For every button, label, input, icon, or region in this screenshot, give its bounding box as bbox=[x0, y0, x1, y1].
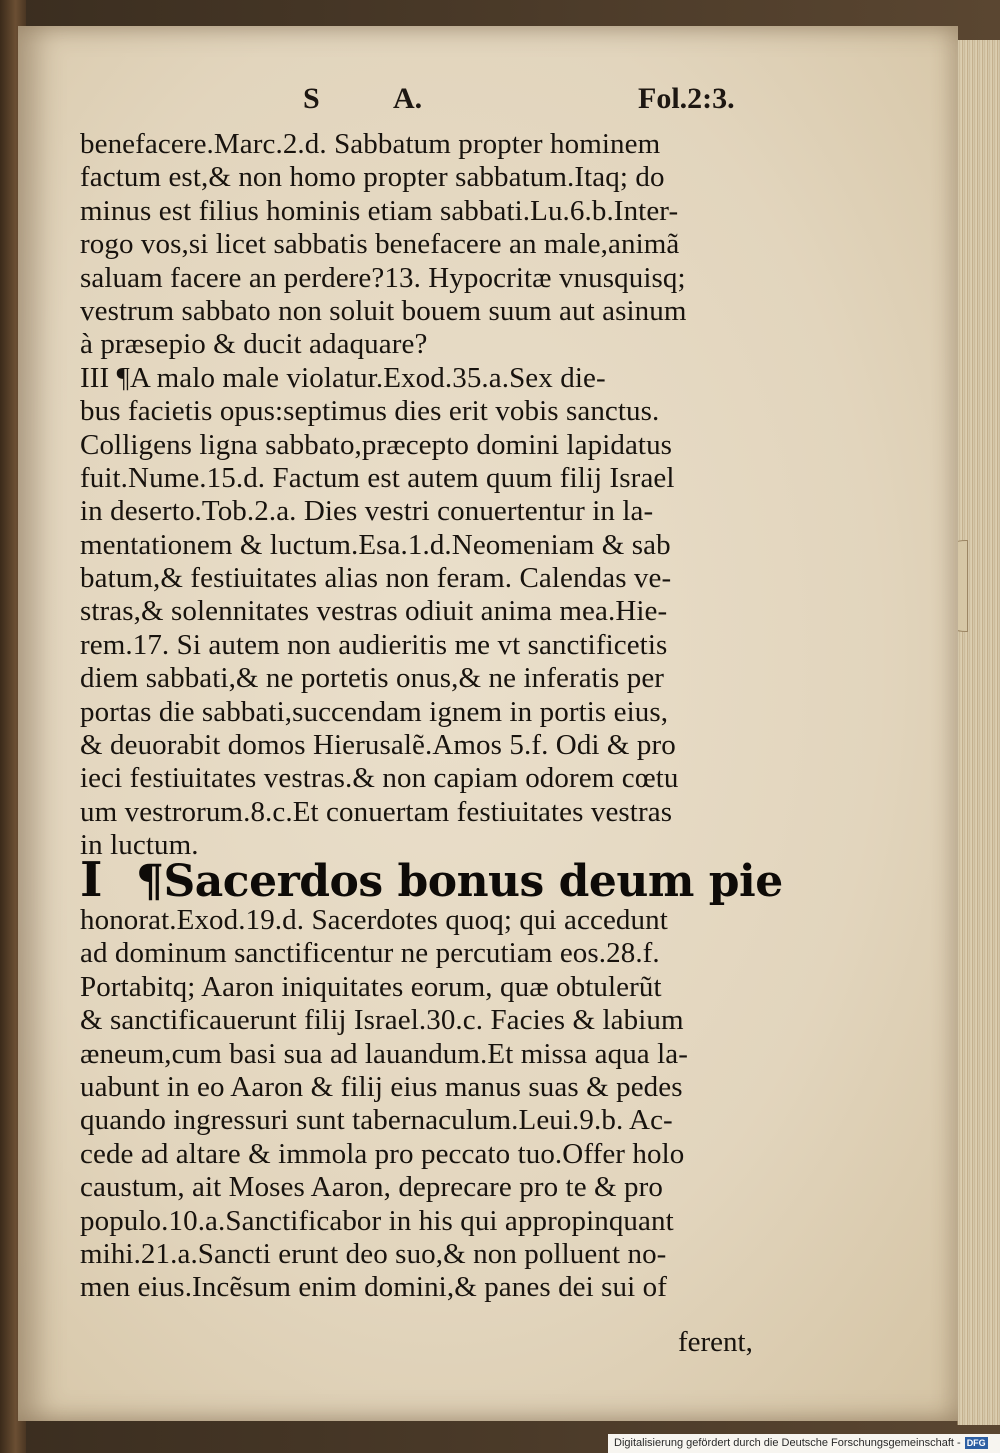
text-line: & sanctificauerunt filij Israel.30.c. Facies & labium bbox=[80, 1004, 684, 1037]
text-line: uabunt in eo Aaron & filij eius manus suas & pedes bbox=[80, 1070, 683, 1103]
text-line: portas die sabbati,succendam ignem in portis eius, bbox=[80, 695, 669, 728]
text-line: saluam facere an perdere?13. Hypocritæ vnusquisq; bbox=[80, 261, 686, 294]
section-title: ¶Sacerdos bonus deum pie bbox=[136, 856, 783, 907]
digitization-credit bbox=[608, 1434, 1000, 1453]
text-line: rem.17. Si autem non audieritis me vt sanctificetis bbox=[80, 628, 668, 661]
text-line: in luctum. bbox=[80, 829, 199, 862]
text-line: quando ingressuri sunt tabernaculum.Leui.9.b. Ac- bbox=[80, 1104, 673, 1137]
text-line: men eius.Incẽsum enim domini,& panes dei sui of bbox=[80, 1271, 668, 1304]
text-line: mihi.21.a.Sancti erunt deo suo,& non polluent no- bbox=[80, 1237, 667, 1270]
text-line: in deserto.Tob.2.a. Dies vestri conuertentur in la- bbox=[80, 495, 654, 528]
text-line: ieci festiuitates vestras.& non capiam odorem cœtu bbox=[80, 762, 679, 795]
text-line: factum est,& non homo propter sabbatum.Itaq; do bbox=[80, 161, 665, 194]
text-line: rogo vos,si licet sabbatis benefacere an male,animã bbox=[80, 228, 680, 261]
text-line: & deuorabit domos Hierusalẽ.Amos 5.f. Odi & pro bbox=[80, 729, 676, 762]
text-line: à præsepio & ducit adaquare? bbox=[80, 328, 428, 361]
text-line: ad dominum sanctificentur ne percutiam eos.28.f. bbox=[80, 937, 660, 970]
text-block-1 bbox=[80, 128, 805, 863]
text-line: minus est filius hominis etiam sabbati.Lu.6.b.Inter- bbox=[80, 194, 679, 227]
text-line: Colligens ligna sabbato,præcepto domini lapidatus bbox=[80, 428, 673, 461]
text-line: um vestrorum.8.c.Et conuertam festiuitates vestras bbox=[80, 795, 673, 828]
text-line: benefacere.Marc.2.d. Sabbatum propter hominem bbox=[80, 128, 661, 160]
text-line: populo.10.a.Sanctificabor in his qui appropinquant bbox=[80, 1204, 674, 1237]
credit-text: Digitalisierung gefördert durch die Deutsche Forschungsgemeinschaft - bbox=[614, 1437, 961, 1449]
text-line: caustum, ait Moses Aaron, deprecare pro te & pro bbox=[80, 1171, 664, 1204]
folio-number: Fol.2:3. bbox=[638, 82, 735, 115]
text-block-2 bbox=[80, 904, 805, 1305]
text-line: æneum,cum basi sua ad lauandum.Et missa aqua la- bbox=[80, 1037, 689, 1070]
text-line: III ¶A malo male violatur.Exod.35.a.Sex die- bbox=[80, 361, 606, 394]
text-line: batum,& festiuitates alias non feram. Calendas ve- bbox=[80, 562, 672, 595]
catchword: ferent, bbox=[678, 1326, 753, 1358]
text-line: bus facietis opus:septimus dies erit vobis sanctus. bbox=[80, 395, 660, 428]
dfg-logo: DFG bbox=[966, 1438, 986, 1449]
page-stack-edge bbox=[957, 40, 1000, 1425]
running-head-letter-s: S bbox=[303, 82, 320, 115]
section-heading bbox=[80, 852, 840, 912]
book-page bbox=[18, 26, 958, 1421]
text-line: honorat.Exod.19.d. Sacerdotes quoq; qui accedunt bbox=[80, 904, 668, 936]
text-line: Portabitq; Aaron iniquitates eorum, quæ obtulerũt bbox=[80, 970, 662, 1003]
text-line: vestrum sabbato non soluit bouem suum aut asinum bbox=[80, 294, 687, 327]
text-line: cede ad altare & immola pro peccato tuo.Offer holo bbox=[80, 1137, 685, 1170]
running-head bbox=[78, 82, 938, 122]
text-line: fuit.Nume.15.d. Factum est autem quum filij Israel bbox=[80, 461, 675, 494]
text-line: mentationem & luctum.Esa.1.d.Neomeniam & sab bbox=[80, 528, 671, 561]
text-line: diem sabbati,& ne portetis onus,& ne inferatis per bbox=[80, 662, 665, 695]
text-line: stras,& solennitates vestras odiuit anima mea.Hie- bbox=[80, 595, 668, 628]
section-number: I bbox=[80, 852, 103, 908]
running-head-letter-a: A. bbox=[393, 82, 423, 115]
